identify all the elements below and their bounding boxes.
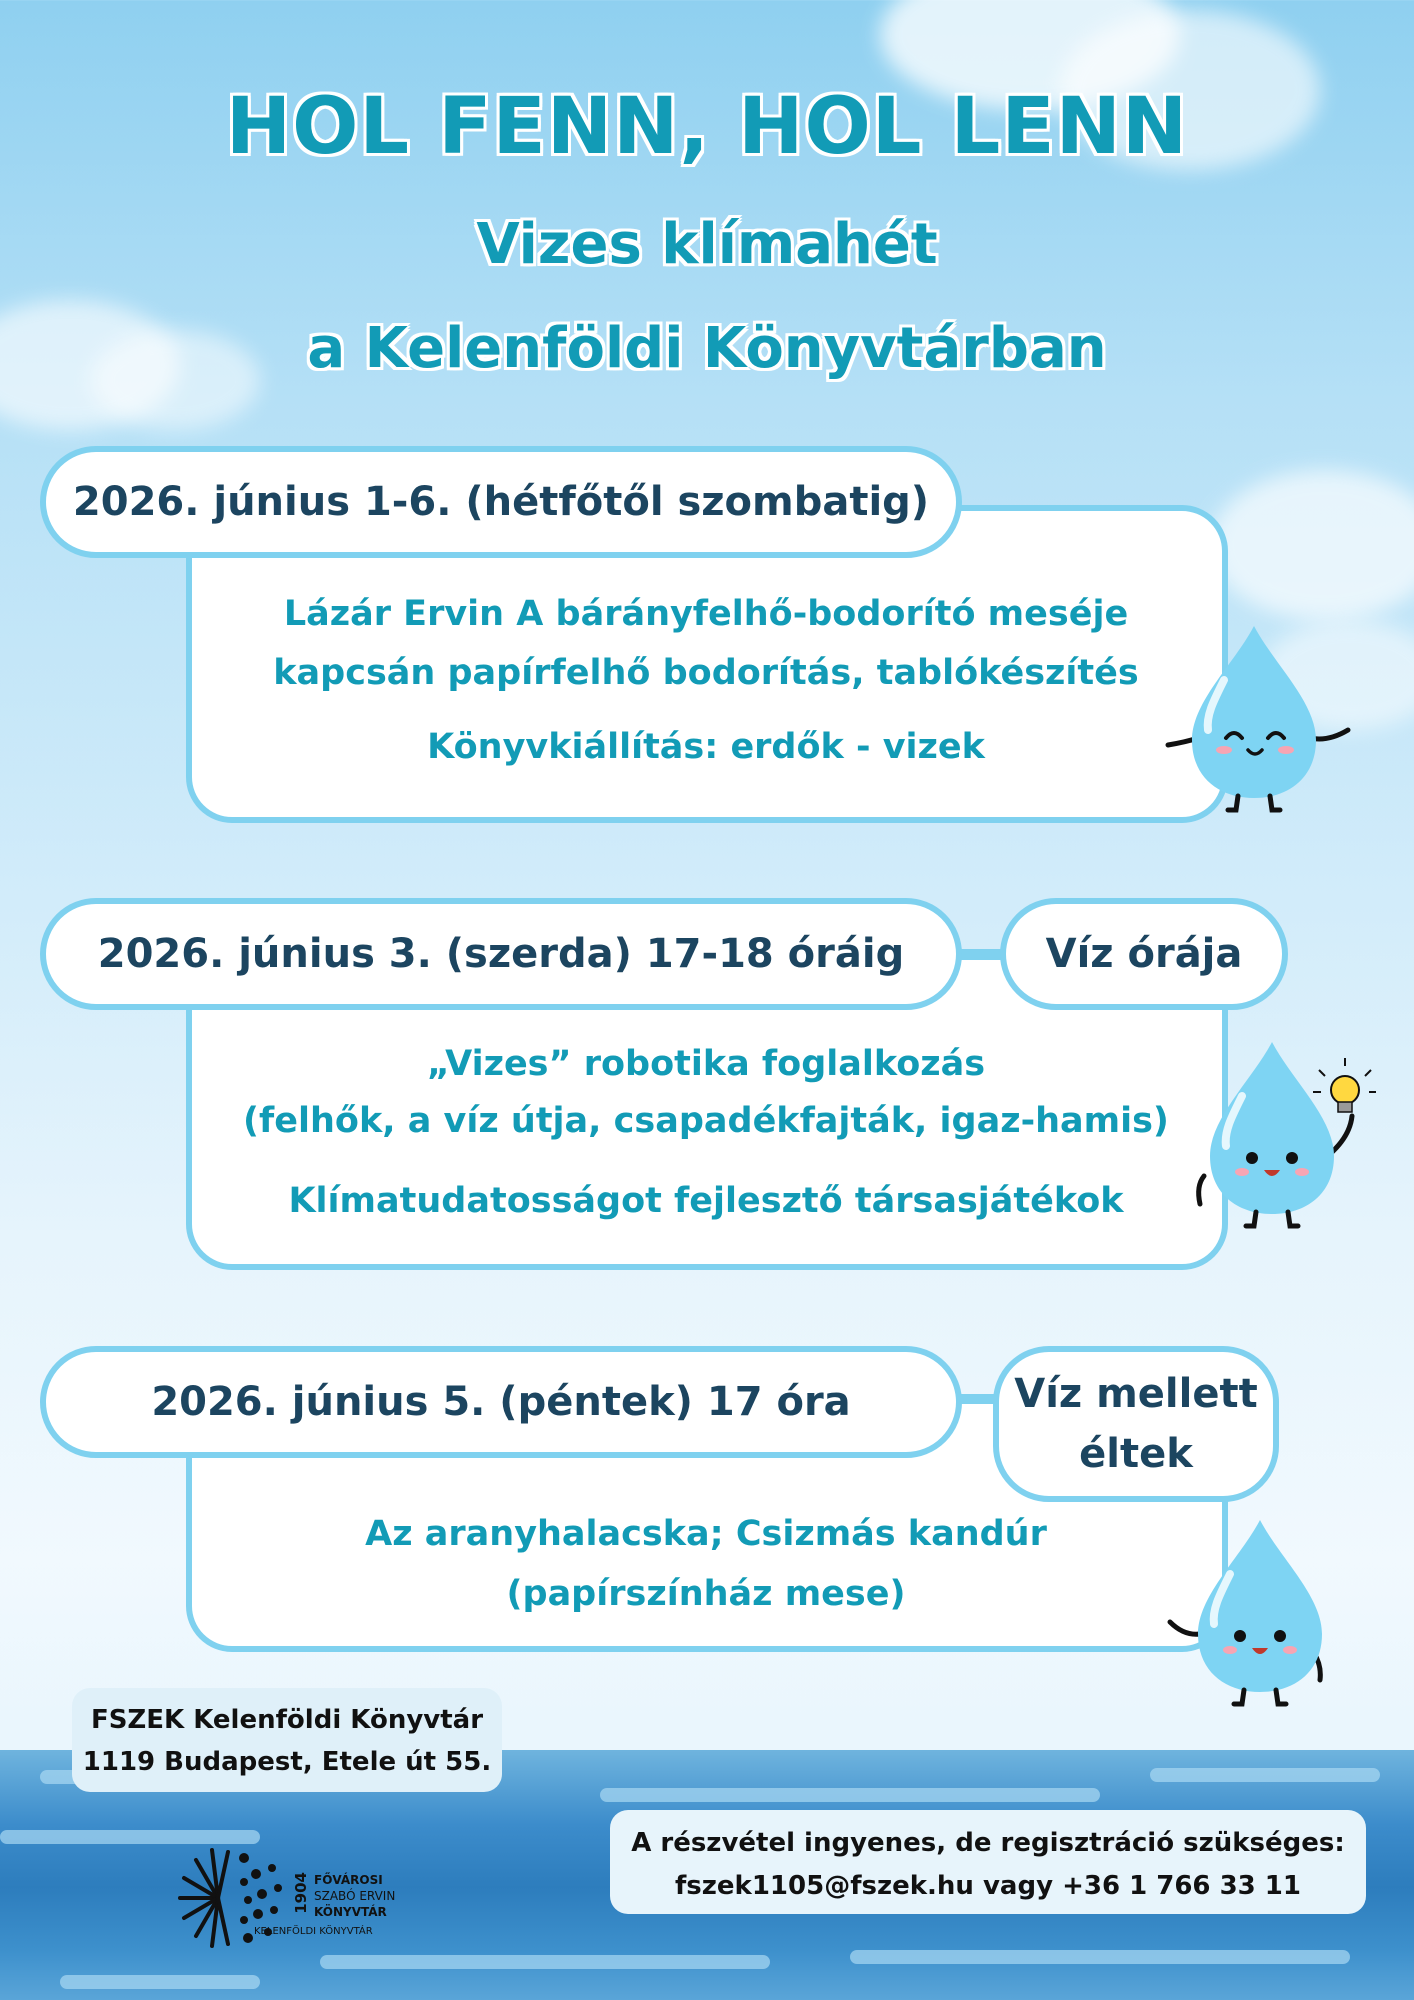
registration-info	[610, 1810, 1366, 1914]
page-subtitle-line2: a Kelenföldi Könyvtárban	[307, 316, 1107, 381]
library-address	[72, 1688, 502, 1792]
wave-decoration	[850, 1950, 1350, 1964]
cloud-decoration	[1210, 470, 1414, 620]
page-title: HOL FENN, HOL LENN	[225, 82, 1189, 172]
logo-line-3: KÖNYVTÁR	[314, 1905, 387, 1920]
wave-decoration	[600, 1788, 1100, 1802]
registration-contact[interactable]: fszek1105@fszek.hu vagy +36 1 766 33 11	[674, 1870, 1301, 1901]
event-2-line-2: (felhők, a víz útja, csapadékfajták, igaz-hamis)	[243, 1101, 1169, 1141]
logo-year: 1904	[292, 1872, 310, 1914]
page-subtitle-line1: Vizes klímahét	[476, 212, 938, 277]
wave-decoration	[60, 1975, 260, 1989]
event-1-line-1: Lázár Ervin A bárányfelhő-bodorító meséje	[283, 594, 1129, 634]
logo-line-2: SZABÓ ERVIN	[314, 1889, 396, 1904]
event-date-3-text: 2026. június 5. (péntek) 17 óra	[151, 1379, 851, 1425]
event-date-3	[40, 1346, 962, 1458]
connector-line	[956, 949, 1006, 955]
registration-line-1: A részvétel ingyenes, de regisztráció szükséges:	[631, 1828, 1345, 1858]
event-3-line-2: (papírszínház mese)	[506, 1574, 906, 1614]
address-line-1: FSZEK Kelenföldi Könyvtár	[90, 1705, 484, 1735]
logo-line-4: KELENFÖLDI KÖNYVTÁR	[254, 1925, 373, 1937]
water-drop-mascot-icon	[1180, 1036, 1376, 1232]
event-2-line-3: Klímatudatosságot fejlesztő társasjátékok	[288, 1181, 1124, 1221]
water-drop-mascot-icon	[1158, 620, 1354, 816]
event-2-line-1: „Vizes” robotika foglalkozás	[426, 1044, 986, 1084]
event-tag-2: Víz órája	[1000, 898, 1288, 1010]
event-tag-3-line2: éltek	[1079, 1431, 1193, 1477]
event-1-line-3: Könyvkiállítás: erdők - vizek	[427, 727, 985, 767]
address-line-2: 1119 Budapest, Etele út 55.	[82, 1746, 492, 1777]
event-tag-3	[993, 1346, 1279, 1502]
event-date-2: 2026. június 3. (szerda) 17-18 óráig	[40, 898, 962, 1010]
event-tag-3-line1: Víz mellett	[1014, 1371, 1258, 1417]
wave-decoration	[320, 1955, 770, 1969]
logo-line-1: FŐVÁROSI	[314, 1873, 383, 1887]
event-1-line-2: kapcsán papírfelhő bodorítás, tablókészítés	[273, 653, 1139, 693]
event-3-line-1: Az aranyhalacska; Csizmás kandúr	[365, 1514, 1047, 1554]
water-drop-mascot-icon	[1160, 1514, 1356, 1710]
event-date-1: 2026. június 1-6. (hétfőtől szombatig)	[40, 446, 962, 558]
fszek-logo-icon	[178, 1838, 290, 1958]
wave-decoration	[1150, 1768, 1380, 1782]
